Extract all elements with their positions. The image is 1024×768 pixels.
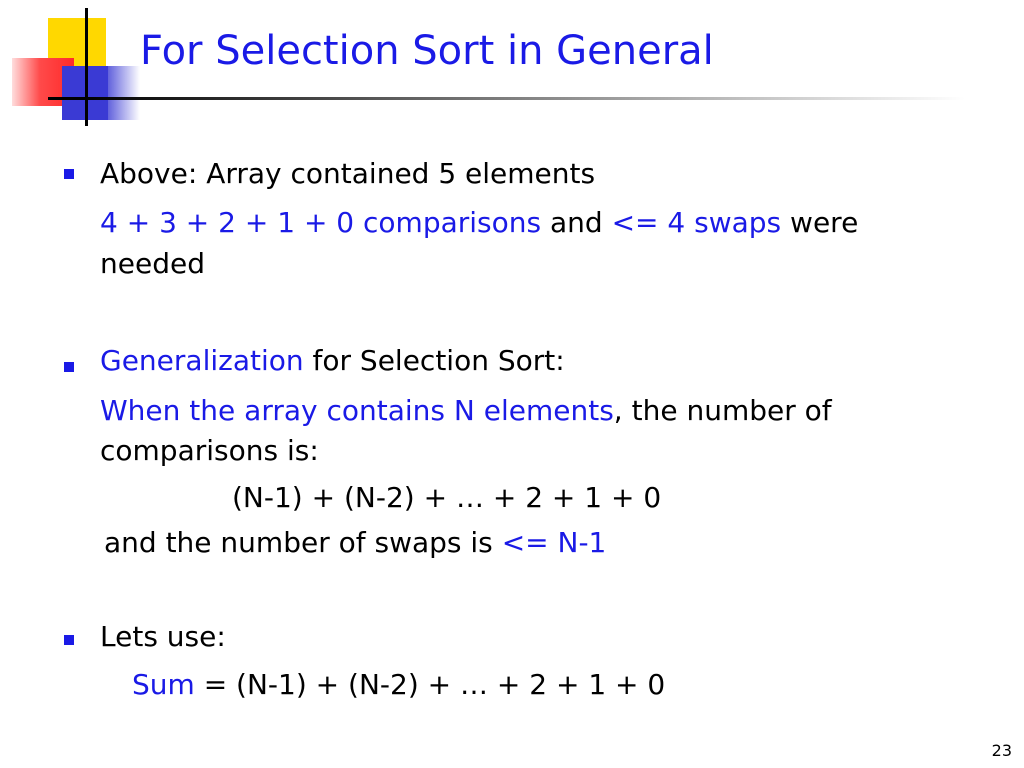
and-text: and (541, 206, 612, 239)
for-selection-sort-text: for Selection Sort: (303, 344, 565, 377)
swaps-prefix-text: and the number of swaps is (104, 526, 502, 559)
sum-formula (132, 668, 665, 702)
swaps-count-text: <= 4 swaps (611, 206, 782, 239)
n-elements-text: When the array contains N elements (100, 394, 614, 427)
swaps-line (104, 526, 606, 560)
sum-expression: = (N-1) + (N-2) + … + 2 + 1 + 0 (194, 668, 666, 701)
bullet-2-detail-line-2: comparisons is: (100, 434, 319, 467)
slide-title: For Selection Sort in General (140, 28, 714, 74)
bullet-1-detail-line-1 (100, 206, 858, 240)
bullet-marker-1 (64, 169, 74, 179)
bullet-2-detail-line-1 (100, 394, 832, 428)
comparisons-count-text: 4 + 3 + 2 + 1 + 0 comparisons (100, 206, 542, 239)
swaps-bound-text: <= N-1 (501, 526, 607, 559)
bullet-marker-2 (64, 362, 74, 372)
sum-label: Sum (132, 668, 195, 701)
number-of-text: , the number of (613, 394, 832, 427)
bullet-1-detail-line-2: needed (100, 247, 205, 280)
bullet-marker-3 (64, 635, 74, 645)
generalization-text: Generalization (100, 344, 304, 377)
bullet-3-text: Lets use: (100, 620, 226, 653)
bullet-1-text: Above: Array contained 5 elements (100, 157, 596, 190)
bullet-2-text (100, 344, 565, 378)
were-text: were (781, 206, 859, 239)
page-number: 23 (991, 741, 1012, 760)
comparisons-formula: (N-1) + (N-2) + … + 2 + 1 + 0 (232, 481, 662, 514)
